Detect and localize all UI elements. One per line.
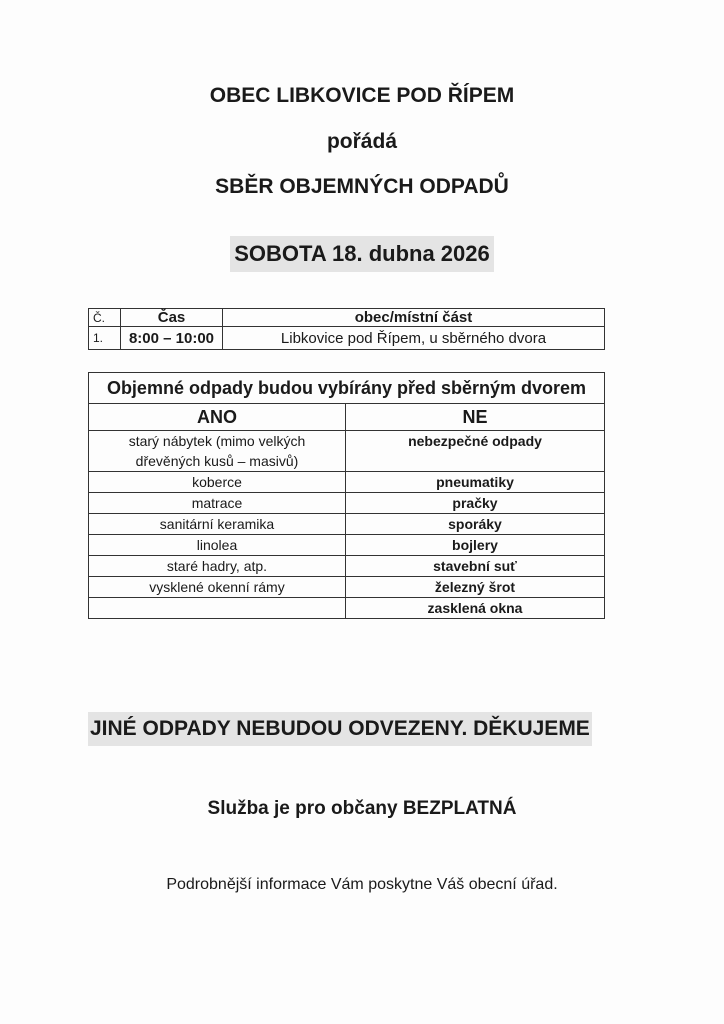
yes-item	[89, 431, 346, 472]
no-item: pneumatiky	[346, 472, 605, 493]
col-location-header: obec/místní část	[223, 309, 605, 327]
date-banner	[0, 236, 724, 272]
waste-table	[88, 372, 605, 619]
warning-text: JINÉ ODPADY NEBUDOU ODVEZENY. DĚKUJEME	[88, 712, 592, 746]
no-item: pračky	[346, 493, 605, 514]
table-row	[89, 472, 605, 493]
yes-header: ANO	[89, 404, 346, 431]
yes-item: koberce	[89, 472, 346, 493]
warning-banner	[88, 712, 592, 746]
no-item: bojlery	[346, 535, 605, 556]
event-title: SBĚR OBJEMNÝCH ODPADŮ	[215, 175, 509, 198]
col-time-header: Čas	[121, 309, 223, 327]
table-row	[89, 431, 605, 472]
yes-item: vysklené okenní rámy	[89, 577, 346, 598]
yes-item: linolea	[89, 535, 346, 556]
yes-item: sanitární keramika	[89, 514, 346, 535]
row-time: 8:00 – 10:00	[121, 327, 223, 350]
no-header: NE	[346, 404, 605, 431]
schedule-table	[88, 308, 605, 350]
yes-item-line: dřevěných kusů – masivů)	[135, 453, 299, 469]
row-number: 1.	[89, 327, 121, 350]
no-item: zasklená okna	[346, 598, 605, 619]
table-row	[89, 577, 605, 598]
waste-table-title: Objemné odpady budou vybírány před sběrným dvorem	[89, 373, 605, 404]
table-row	[89, 535, 605, 556]
table-row	[89, 514, 605, 535]
info-footer: Podrobnější informace Vám poskytne Váš obecní úřad.	[166, 876, 558, 893]
table-row	[89, 556, 605, 577]
table-row	[89, 598, 605, 619]
free-service-notice: Služba je pro občany BEZPLATNÁ	[207, 798, 517, 819]
organizes-label: pořádá	[326, 130, 397, 153]
no-item: sporáky	[346, 514, 605, 535]
yes-item	[89, 598, 346, 619]
no-item: stavební suť	[346, 556, 605, 577]
row-location: Libkovice pod Řípem, u sběrného dvora	[223, 327, 605, 350]
schedule-header-row	[89, 309, 605, 327]
yes-item-line: starý nábytek (mimo velkých	[128, 433, 306, 449]
event-date: SOBOTA 18. dubna 2026	[230, 236, 494, 272]
municipality-title: OBEC LIBKOVICE POD ŘÍPEM	[209, 84, 515, 107]
table-row	[89, 493, 605, 514]
no-item: železný šrot	[346, 577, 605, 598]
yes-item: staré hadry, atp.	[89, 556, 346, 577]
yes-item: matrace	[89, 493, 346, 514]
no-item: nebezpečné odpady	[346, 431, 605, 472]
table-row	[89, 327, 605, 350]
col-number-header: Č.	[89, 309, 121, 327]
